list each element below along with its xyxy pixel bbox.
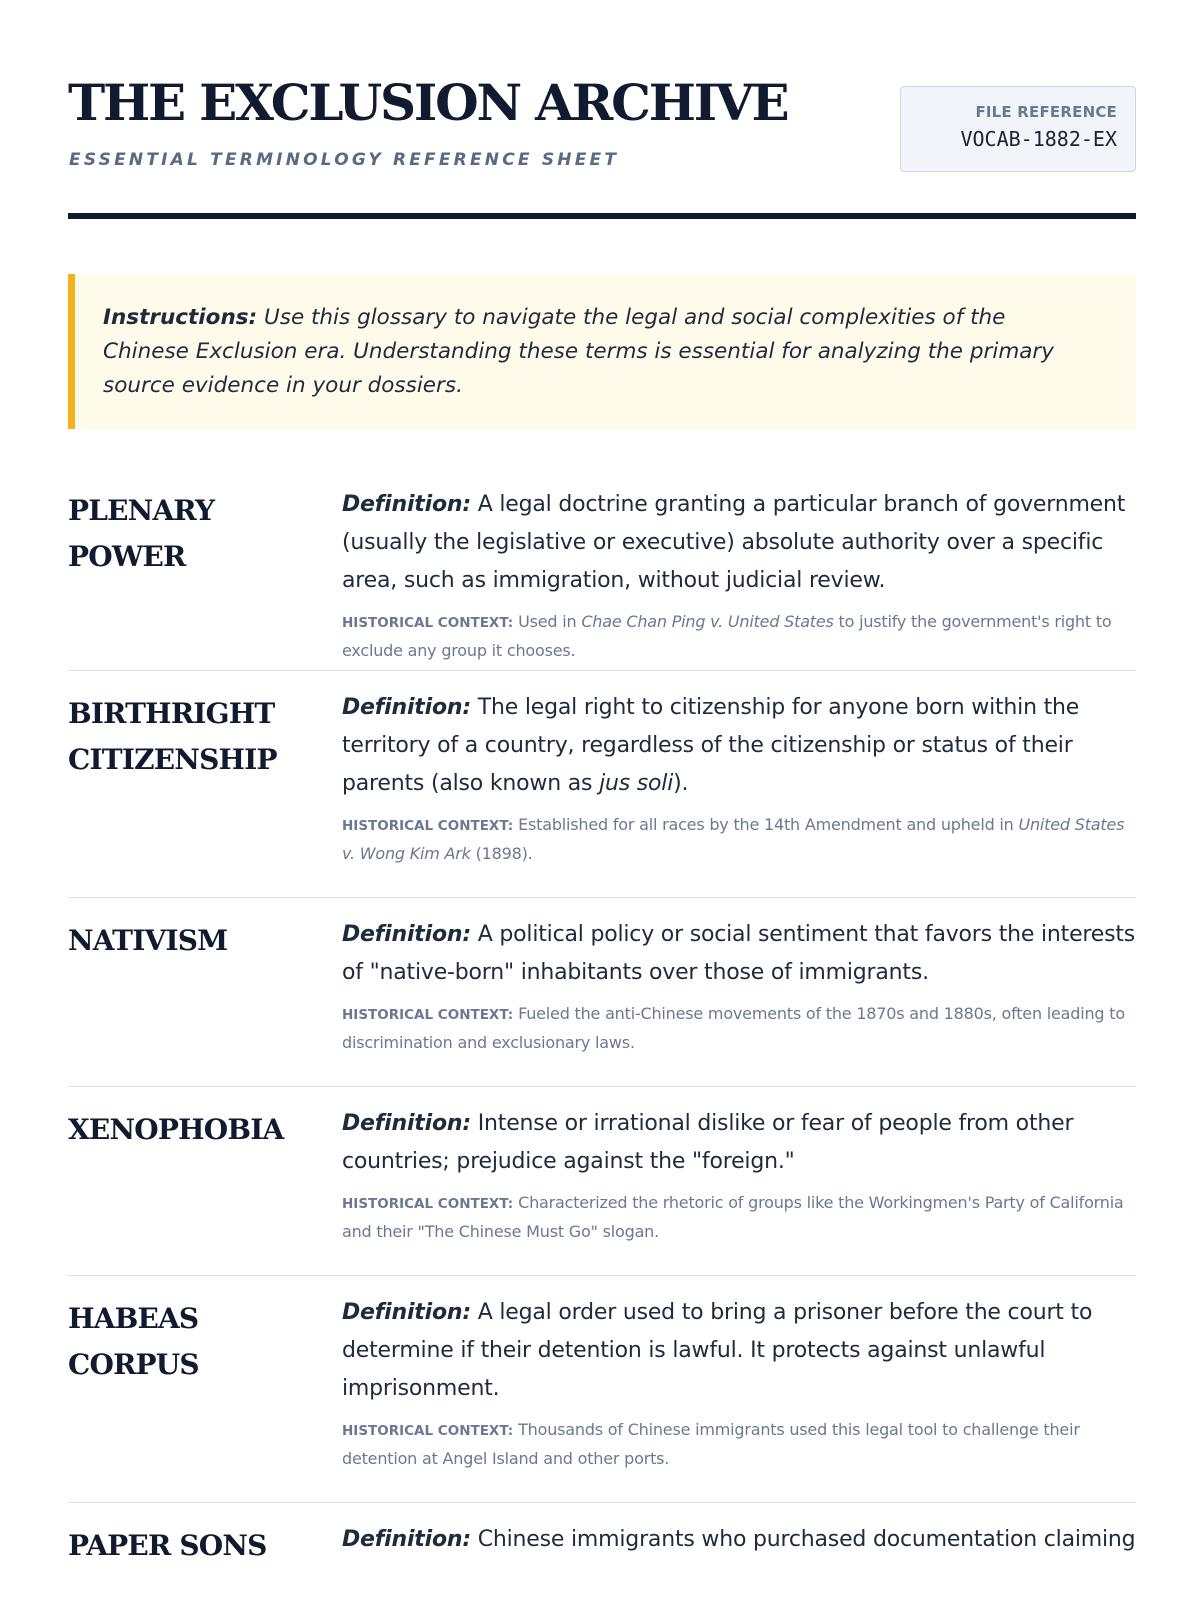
historical-context-text bbox=[342, 1416, 1136, 1472]
glossary-term-line: PLENARY bbox=[68, 494, 215, 527]
definition-text bbox=[342, 916, 1136, 992]
context-fragment: to justify the government's right to exclude any group it chooses. bbox=[342, 612, 1112, 660]
definition-fragment: jus soli bbox=[599, 771, 674, 796]
glossary-entry bbox=[68, 671, 1136, 898]
definition-text bbox=[342, 689, 1136, 803]
definition-label: Definition: bbox=[342, 1300, 471, 1325]
definition-text bbox=[342, 1105, 1136, 1181]
context-fragment: United States v. Wong Kim Ark bbox=[342, 815, 1125, 863]
historical-context-label: HISTORICAL CONTEXT: bbox=[342, 1007, 514, 1023]
glossary-term-line: PAPER SONS bbox=[68, 1529, 267, 1562]
page-header bbox=[68, 70, 1136, 182]
definition-fragment: A legal order used to bring a prisoner before the court to determine if their detention is lawful. It protects against unlawful imprisonment. bbox=[342, 1300, 1093, 1401]
context-fragment: Chae Chan Ping v. United States bbox=[581, 612, 834, 631]
historical-context-label: HISTORICAL CONTEXT: bbox=[342, 1196, 514, 1212]
page-subtitle: ESSENTIAL TERMINOLOGY REFERENCE SHEET bbox=[69, 150, 620, 170]
glossary-term-line: POWER bbox=[68, 540, 186, 573]
instructions-label: Instructions: bbox=[103, 305, 258, 330]
definition-fragment: Chinese immigrants who purchased documentation claiming bbox=[477, 1527, 1136, 1552]
historical-context-label: HISTORICAL CONTEXT: bbox=[342, 615, 514, 631]
historical-context-text bbox=[342, 608, 1136, 664]
glossary-term bbox=[68, 1107, 308, 1153]
glossary-body bbox=[342, 1105, 1136, 1245]
historical-context-text bbox=[342, 811, 1136, 867]
definition-label: Definition: bbox=[342, 1111, 471, 1136]
context-fragment: Fueled the anti-Chinese movements of the 1870s and 1880s, often leading to discrimination and exclusionary laws. bbox=[342, 1004, 1125, 1052]
context-fragment: Used in bbox=[518, 612, 582, 631]
glossary-list bbox=[68, 468, 1136, 1600]
glossary-term-line: BIRTHRIGHT bbox=[68, 697, 275, 730]
definition-label: Definition: bbox=[342, 492, 471, 517]
glossary-term-line: CITIZENSHIP bbox=[68, 743, 277, 776]
glossary-term bbox=[68, 488, 308, 580]
glossary-entry bbox=[68, 1276, 1136, 1503]
glossary-body bbox=[342, 1294, 1136, 1472]
glossary-term bbox=[68, 1296, 308, 1388]
file-reference-box bbox=[900, 86, 1136, 172]
definition-fragment: The legal right to citizenship for anyone born within the territory of a country, regardless of the citizenship or status of their parents (also known as bbox=[342, 695, 1080, 796]
glossary-body bbox=[342, 1521, 1136, 1559]
glossary-term-line: CORPUS bbox=[68, 1348, 199, 1381]
historical-context-label: HISTORICAL CONTEXT: bbox=[342, 1423, 514, 1439]
historical-context-text bbox=[342, 1000, 1136, 1056]
glossary-term-line: XENOPHOBIA bbox=[68, 1113, 284, 1146]
file-reference-label: FILE REFERENCE bbox=[975, 103, 1117, 121]
header-divider bbox=[68, 213, 1136, 219]
glossary-term bbox=[68, 918, 308, 964]
definition-fragment: A political policy or social sentiment that favors the interests of "native-born" inhabitants over those of immigrants. bbox=[342, 922, 1136, 985]
definition-fragment: A legal doctrine granting a particular branch of government (usually the legislative or executive) absolute authority over a specific area, such as immigration, without judicial review. bbox=[342, 492, 1126, 593]
glossary-term-line: NATIVISM bbox=[68, 924, 228, 957]
context-fragment: Characterized the rhetoric of groups like the Workingmen's Party of California and their "The Chinese Must Go" slogan. bbox=[342, 1193, 1124, 1241]
definition-text bbox=[342, 486, 1136, 600]
file-reference-value: VOCAB-1882-EX bbox=[960, 127, 1117, 151]
instructions-text: Use this glossary to navigate the legal and social complexities of the Chinese Exclusion era. Understanding these terms is essential for analyzing the primary source evidence in your dossiers. bbox=[103, 305, 1054, 398]
definition-text bbox=[342, 1294, 1136, 1408]
glossary-entry bbox=[68, 898, 1136, 1087]
glossary-entry bbox=[68, 468, 1136, 671]
glossary-term bbox=[68, 1523, 308, 1569]
instructions-callout bbox=[68, 274, 1136, 429]
glossary-entry bbox=[68, 1087, 1136, 1276]
context-fragment: Thousands of Chinese immigrants used this legal tool to challenge their detention at Angel Island and other ports. bbox=[342, 1420, 1080, 1468]
page-title: THE EXCLUSION ARCHIVE bbox=[68, 73, 788, 132]
historical-context-text bbox=[342, 1189, 1136, 1245]
definition-fragment: Intense or irrational dislike or fear of people from other countries; prejudice against the "foreign." bbox=[342, 1111, 1074, 1174]
glossary-term-line: HABEAS bbox=[68, 1302, 199, 1335]
definition-fragment: ). bbox=[673, 771, 689, 796]
definition-label: Definition: bbox=[342, 695, 471, 720]
glossary-term bbox=[68, 691, 308, 783]
glossary-body bbox=[342, 916, 1136, 1056]
definition-label: Definition: bbox=[342, 922, 471, 947]
glossary-entry bbox=[68, 1503, 1136, 1600]
definition-text bbox=[342, 1521, 1136, 1559]
context-fragment: Established for all races by the 14th Amendment and upheld in bbox=[518, 815, 1019, 834]
historical-context-label: HISTORICAL CONTEXT: bbox=[342, 818, 514, 834]
context-fragment: (1898). bbox=[470, 844, 533, 863]
glossary-body bbox=[342, 689, 1136, 867]
definition-label: Definition: bbox=[342, 1527, 471, 1552]
glossary-body bbox=[342, 486, 1136, 664]
